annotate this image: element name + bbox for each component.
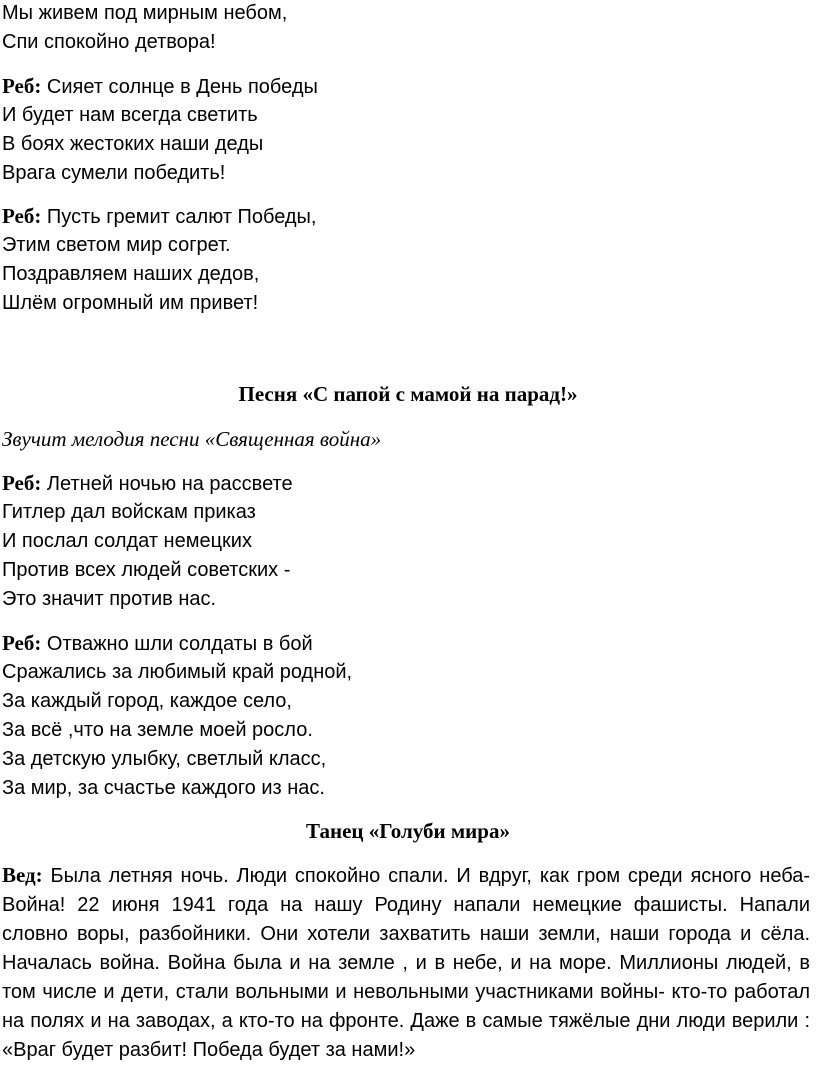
stage-direction: Звучит мелодия песни «Священная война» bbox=[2, 427, 382, 451]
poem-line: Сражались за любимый край родной, bbox=[2, 661, 353, 683]
poem-line bbox=[2, 203, 316, 230]
poem-line: В боях жестоких наши деды bbox=[2, 133, 264, 155]
poem-line: Врага сумели победить! bbox=[2, 162, 226, 184]
poem-line: Этим светом мир согрет. bbox=[2, 234, 231, 256]
poem-line: И послал солдат немецких bbox=[2, 530, 252, 552]
poem-line bbox=[2, 470, 293, 497]
poem-line: За мир, за счастье каждого из нас. bbox=[2, 777, 325, 799]
speaker-label: Реб: bbox=[2, 204, 42, 228]
poem-line: Против всех людей советских - bbox=[2, 559, 291, 581]
poem-line-text: Пусть гремит салют Победы, bbox=[41, 206, 317, 228]
poem-line: За всё ,что на земле моей росло. bbox=[2, 719, 313, 741]
speaker-label: Реб: bbox=[2, 631, 42, 655]
speaker-label: Реб: bbox=[2, 74, 42, 98]
poem-line: Спи спокойно детвора! bbox=[2, 31, 216, 53]
poem-line: И будет нам всегда светить bbox=[2, 104, 258, 126]
poem-line: За детскую улыбку, светлый класс, bbox=[2, 748, 327, 770]
poem-line: Это значит против нас. bbox=[2, 588, 217, 610]
dance-heading: Танец «Голуби мира» bbox=[306, 819, 510, 843]
poem-line-text: Отважно шли солдаты в бой bbox=[41, 633, 313, 655]
poem-line bbox=[2, 630, 313, 657]
poem-line: Поздравляем наших дедов, bbox=[2, 263, 260, 285]
song-heading: Песня «С папой с мамой на парад!» bbox=[238, 382, 578, 406]
poem-line: Гитлер дал войскам приказ bbox=[2, 501, 256, 523]
poem-line bbox=[2, 73, 318, 100]
narration-paragraph bbox=[2, 861, 810, 1065]
poem-line-text: Сияет солнце в День победы bbox=[41, 76, 318, 98]
poem-line: Мы живем под мирным небом, bbox=[2, 2, 288, 24]
speaker-label: Реб: bbox=[2, 471, 42, 495]
poem-line-text: Летней ночью на рассвете bbox=[41, 473, 293, 495]
speaker-label: Вед: bbox=[2, 863, 43, 887]
narration-text: Была летняя ночь. Люди спокойно спали. И вдруг, как гром среди ясного неба- Война! 22 июня 1941 года на нашу Родину напали немецкие фашисты. Напали словно воры, разбойники. Они хотели захватить наши земли, наши города и сёла. Началась война. Война была и на земле , и в небе, и на море. Миллионы людей, в том числе и дети, стали вольными и невольными участниками войны- кто-то работал на полях и на заводах, а кто-то на фронте. Даже в самые тяжёлые дни люди верили : «Враг будет разбит! Победа будет за нами!» bbox=[2, 865, 810, 1061]
poem-line: Шлём огромный им привет! bbox=[2, 292, 259, 314]
poem-line: За каждый город, каждое село, bbox=[2, 690, 292, 712]
